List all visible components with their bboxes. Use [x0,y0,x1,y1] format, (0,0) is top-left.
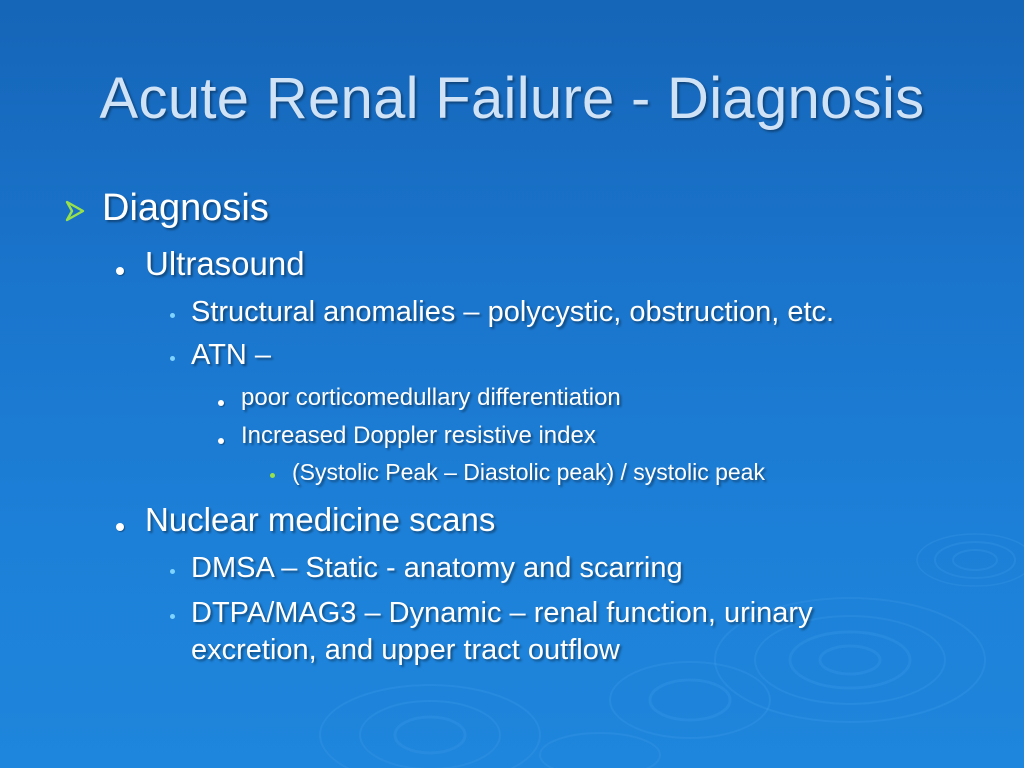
disc-icon [116,267,124,275]
small-dot-icon [170,356,175,361]
bullet-l1-diagnosis: Diagnosis [102,187,269,229]
small-dot-icon [170,614,175,619]
bullet-l2-nuclear: Nuclear medicine scans [145,501,496,538]
bullet-l3-structural: Structural anomalies – polycystic, obstruction, etc. [191,296,835,328]
disc-icon [116,523,124,531]
bullet-l4-doppler: Increased Doppler resistive index [241,422,596,449]
disc-icon [218,438,224,444]
small-dot-icon [170,313,175,318]
bullet-l5-formula: (Systolic Peak – Diastolic peak) / systolic peak [292,459,765,485]
small-dot-icon [170,569,175,574]
disc-icon [218,400,224,406]
small-dot-icon [270,473,275,478]
arrow-icon [64,200,86,222]
bullet-l3-dtpa-continued: excretion, and upper tract outflow [191,634,620,666]
bullet-l2-ultrasound: Ultrasound [145,245,305,282]
bullet-l4-corticomedullary: poor corticomedullary differentiation [241,384,621,411]
bullet-l3-atn: ATN – [191,339,272,371]
slide-title: Acute Renal Failure - Diagnosis [99,66,925,131]
bullet-l3-dtpa: DTPA/MAG3 – Dynamic – renal function, urinary [191,597,813,629]
bullet-l3-dmsa: DMSA – Static - anatomy and scarring [191,552,683,584]
